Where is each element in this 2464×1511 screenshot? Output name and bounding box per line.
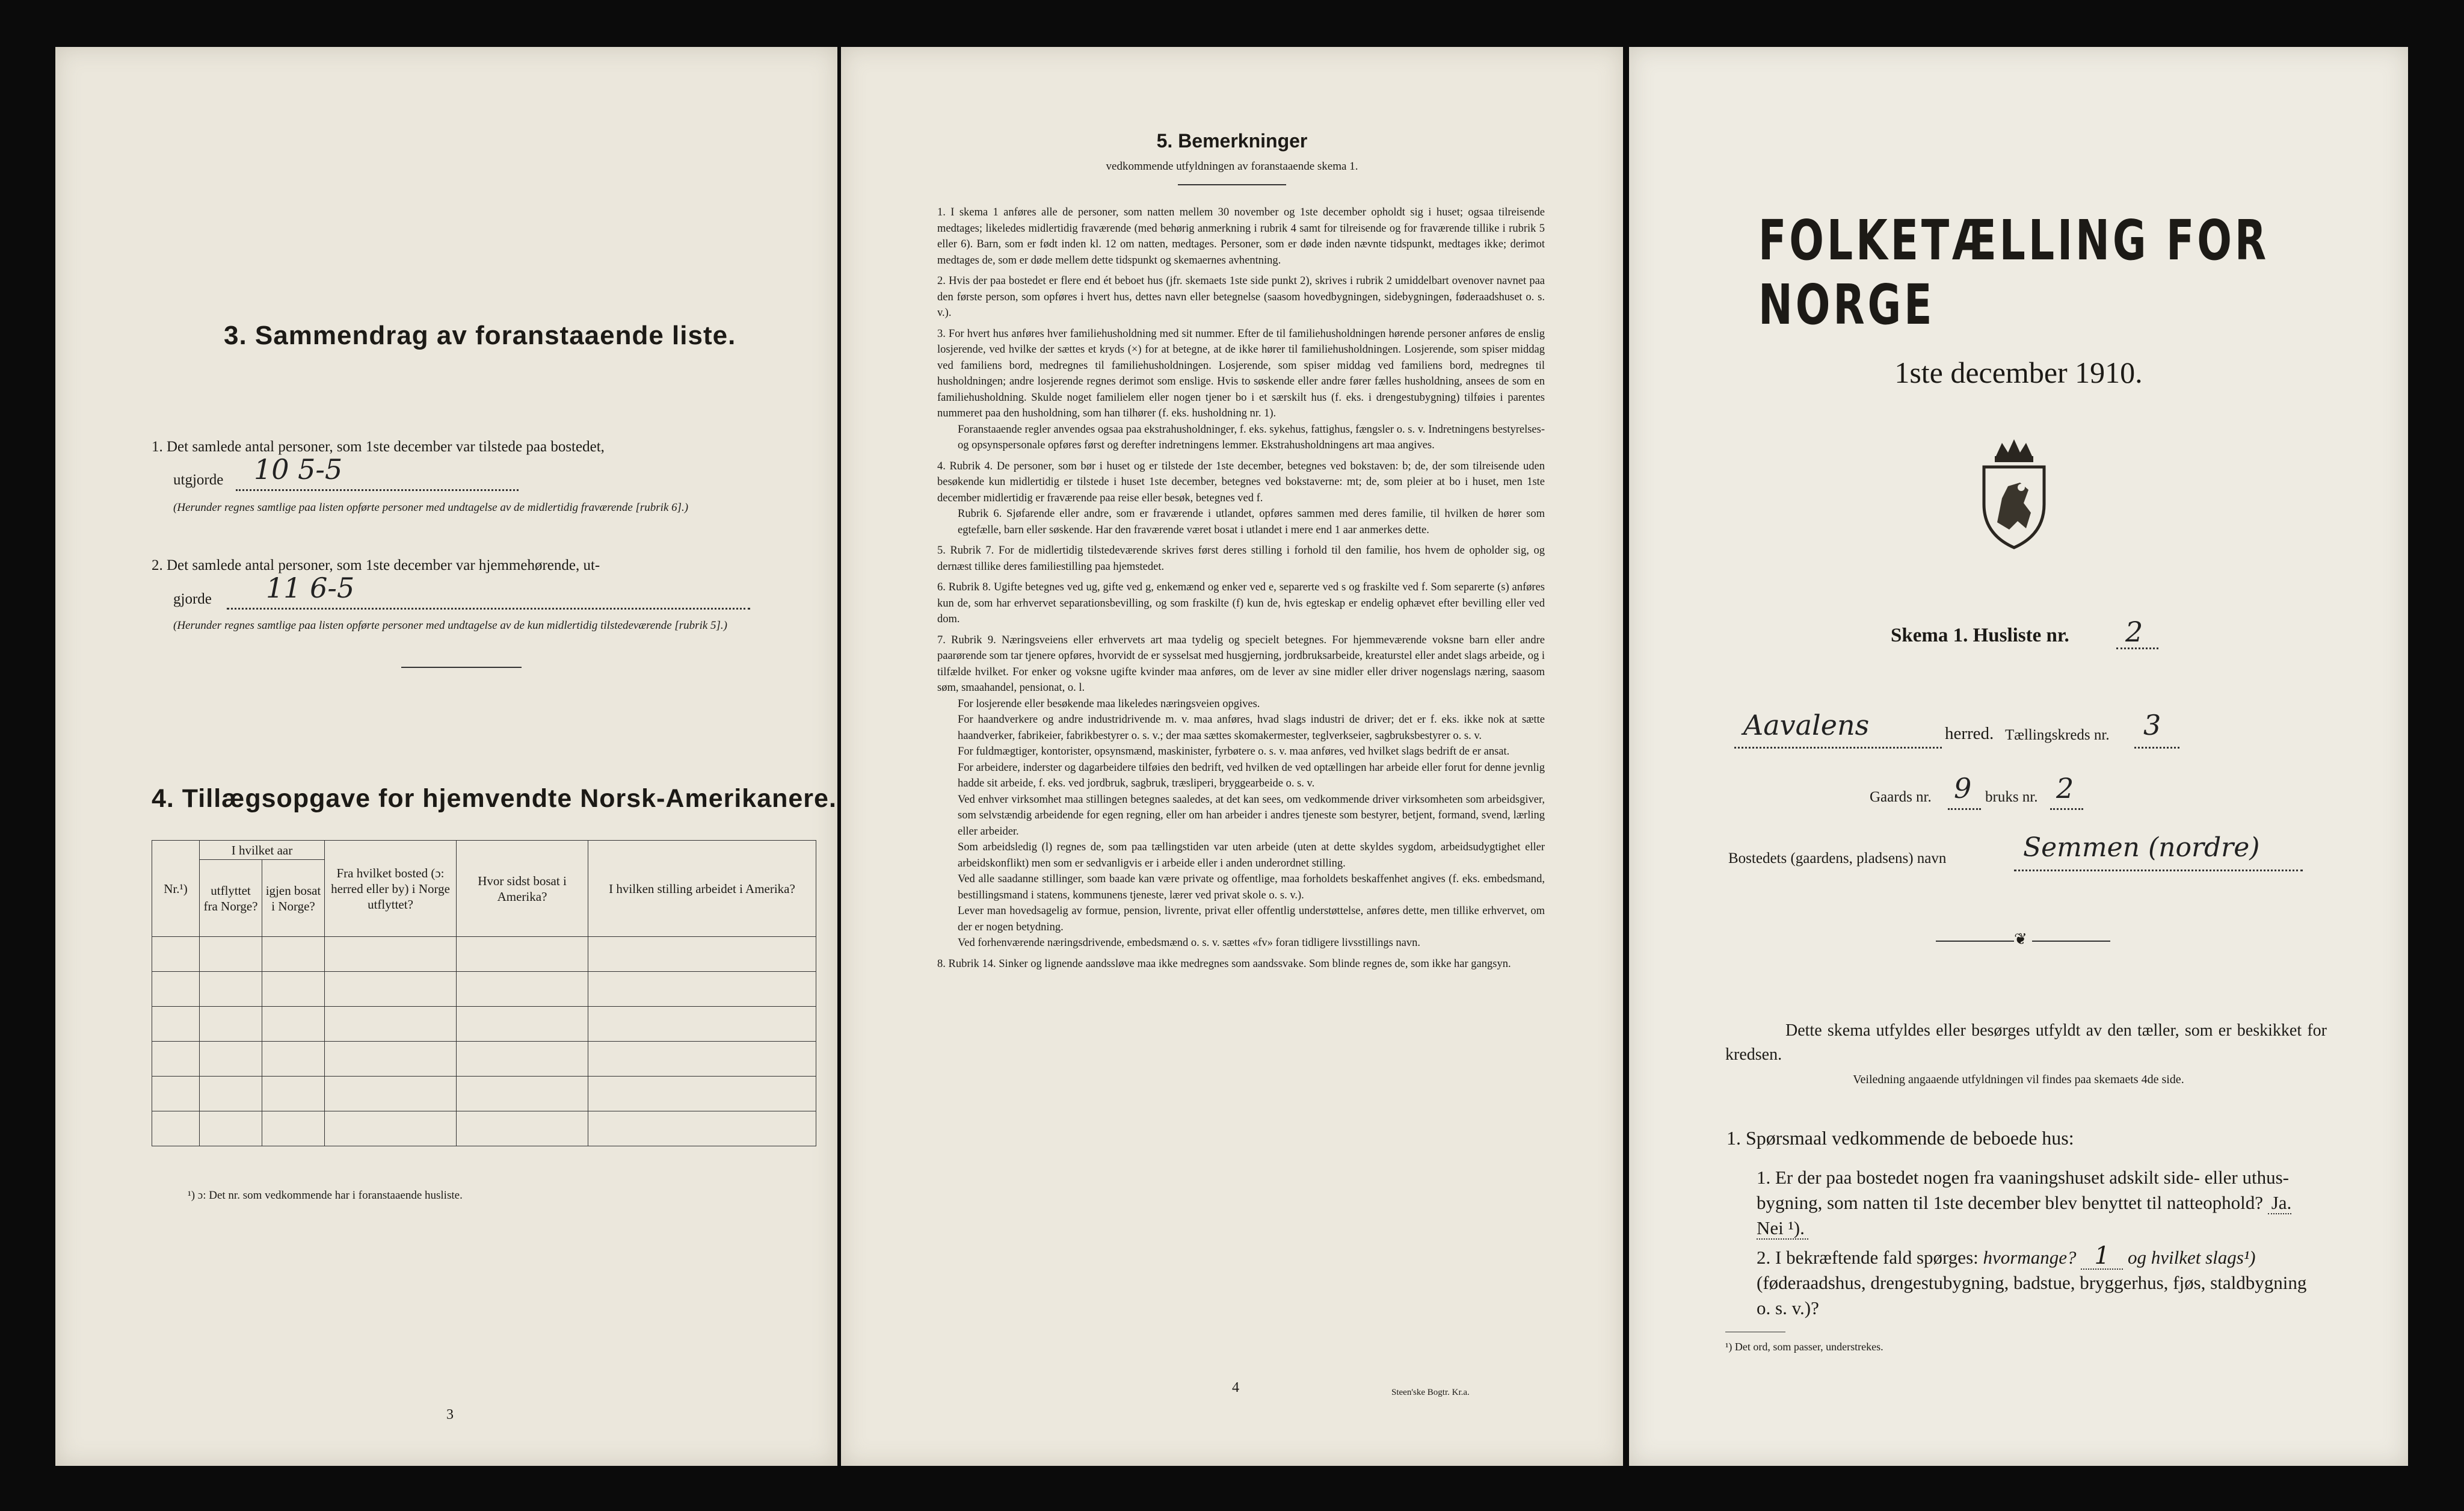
- question-2: [1757, 1243, 2322, 1321]
- remark-7i: Lever man hovedsagelig av formue, pension, livrente, privat eller offentlig understøttelse, anføres dette, men tillike erhvervet, om der er nogen betydning.: [958, 905, 1545, 933]
- question-2-options: (føderaadshus, drengestubygning, badstue, bryggerhus, fjøs, staldbygning o. s. v.)?: [1757, 1272, 2307, 1318]
- question-header: 1. Spørsmaal vedkommende de beboede hus:: [1726, 1127, 2074, 1149]
- table-row: [152, 972, 816, 1007]
- remark-5: 5. Rubrik 7. For de midlertidig tilstedeværende skrives først deres stilling i forhold til den familie, hos hvem de opholder sig, og dernæst tillike deres familiestilling paa hjemstedet.: [937, 545, 1545, 573]
- bruks-label: bruks nr.: [1985, 789, 2038, 805]
- col-sidst-bosat: Hvor sidst bosat i Amerika?: [457, 841, 588, 937]
- question-2-count: 1: [2081, 1243, 2123, 1270]
- remark-1: 1. I skema 1 anføres alle de personer, som natten mellem 30 november og 1ste december opholdt sig i huset; ogsaa tilreisende medtages; likeledes midlertidig fraværende (med behørig anmerkning i rubrik 4 samt for tilreisende og for fraværende tillike i rubrik 5 eller 6). Barn, som er født inden kl. 12 om natten, medtages. Personer, som er døde inden nævnte tidspunkt, medtages ikke; derimot medtages de, som er døde mellem dette tidspunkt og skemaernes avhentning.: [937, 206, 1545, 267]
- remarks-title: 5. Bemerkninger: [1156, 130, 1308, 152]
- item2-value: 11 6-5: [266, 572, 355, 604]
- gaards-line: [1948, 808, 1981, 810]
- ornament-left: [1936, 941, 2014, 942]
- bruks-line: [2050, 808, 2083, 810]
- remark-3b: Foranstaaende regler anvendes ogsaa paa ekstrahusholdninger, f. eks. sykehus, fattighus, fængsler o. s. v. Indretningens bestyrelses- og opsynspersonale opføres først og derefter indretningens lemmer. Ekstrahusholdningens art maa angives.: [958, 423, 1545, 451]
- col-fra-bosted: Fra hvilket bosted (ɔ: herred eller by) i Norge utflyttet?: [325, 841, 457, 937]
- gaards-value: 9: [1954, 772, 1972, 805]
- item1-line: [236, 489, 519, 491]
- remark-7c: For haandverkere og andre industridrivende m. v. maa anføres, hvad slags industri de driver; det er f. eks. ikke nok at sætte haandverker, fabrikeier, fabrikbestyrer o. s. v.; der maa sættes skomakermester, teglverkseier, sagbruksbestyrer o. s. v.: [958, 714, 1545, 742]
- bosted-label: Bostedets (gaardens, pladsens) navn: [1728, 850, 1947, 867]
- question-2-text: 2. I bekræftende fald spørges:: [1757, 1247, 1979, 1268]
- question-1-text: 1. Er der paa bostedet nogen fra vaaningshuset adskilt side- eller uthus-bygning, som natten til 1ste december blev benyttet til natteophold?: [1757, 1167, 2289, 1213]
- item2-prefix: gjorde: [173, 591, 212, 607]
- item2-line: [227, 608, 750, 610]
- skema-label: Skema 1. Husliste nr.: [1891, 625, 2069, 646]
- instruction-note: Veiledning angaaende utfyldningen vil findes paa skemaets 4de side.: [1853, 1073, 2184, 1086]
- col-igjen: igjen bosat i Norge?: [262, 860, 325, 937]
- remark-7h: Ved alle saadanne stillinger, som baade kan være private og offentlige, maa forholdets beskaffenhet angives (f. eks. embedsmand, bestillingsmand i statens, kommunens tjeneste, lærer ved privat skole o. s. v.).: [958, 873, 1545, 901]
- remark-7e: For arbeidere, inderster og dagarbeidere tilføies den bedrift, ved hvilken de ved optællingen har arbeide eller forut for denne jevnlig hadde sit arbeide, f. eks. ved jordbruk, sagbruk, træsliperi, bryggearbeide o. s. v.: [958, 761, 1545, 789]
- footnote: ¹) Det ord, som passer, understrekes.: [1725, 1341, 1883, 1353]
- remark-6: 6. Rubrik 8. Ugifte betegnes ved ug, gifte ved g, enkemænd og enker ved e, separerte ved s og fraskilte ved f. Som separerte (s) anføres kun de, som har erhvervet separationsbevilling, og som fraskilte (f) kun de, hvis egteskap er endelig ophævet efter bevilling eller ved dom.: [937, 581, 1545, 625]
- norsk-amerikanere-table: [152, 840, 816, 1146]
- page-number: 4: [1232, 1380, 1239, 1395]
- page-number: 3: [446, 1407, 454, 1423]
- table-row: [152, 1077, 816, 1111]
- left-page: [55, 47, 837, 1466]
- item1-note: (Herunder regnes samtlige paa listen opførte personer med undtagelse av de midlertidig fraværende [rubrik 6].): [173, 501, 689, 514]
- document-title: FOLKETÆLLING FOR NORGE: [1758, 208, 2270, 337]
- item2-text: 2. Det samlede antal personer, som 1ste december var hjemmehørende, ut-: [152, 557, 600, 573]
- remark-7b: For losjerende eller besøkende maa likeledes næringsveien opgives.: [958, 697, 1260, 710]
- question-1: [1757, 1165, 2322, 1241]
- divider: [401, 667, 522, 668]
- middle-page: [841, 47, 1623, 1466]
- item2-note: (Herunder regnes samtlige paa listen opførte personer med undtagelse av de kun midlertidig tilstedeværende [rubrik 5].): [173, 619, 727, 632]
- coat-of-arms-icon: [1966, 432, 2062, 552]
- col-utflyttet: utflyttet fra Norge?: [200, 860, 262, 937]
- section3-title: 3. Sammendrag av foranstaaende liste.: [224, 321, 736, 350]
- remarks-subtitle: vedkommende utfyldningen av foranstaaende skema 1.: [1106, 160, 1358, 173]
- section4-title: 4. Tillægsopgave for hjemvendte Norsk-Amerikanere.: [152, 784, 837, 813]
- bosted-value: Semmen (nordre): [2023, 832, 2260, 863]
- question-2-slags: og hvilket slags¹): [2127, 1247, 2256, 1268]
- table-row: [152, 937, 816, 972]
- bruks-value: 2: [2056, 772, 2074, 805]
- remark-7: 7. Rubrik 9. Næringsveiens eller erhvervets art maa tydelig og specielt betegnes. For hjemmeværende voksne barn eller andre paarørende som tar tjenere opføres, hvorvidt de er sysselsat med husgjerning, jordbruksarbeide, kreaturstel eller andet slags arbeide, og i tilfælde hvilket. For enker og voksne ugifte kvinder maa anføres, om de lever av sine midler eller driver nogenslags næring, saasom søm, smaahandel, pensionat, o. l.: [937, 634, 1545, 694]
- remarks-divider: [1178, 184, 1286, 185]
- remark-8: 8. Rubrik 14. Sinker og lignende aandssløve maa ikke medregnes som aandssvake. Som blinde regnes de, som ikke har gangsyn.: [937, 957, 1511, 970]
- ornament-icon: ❦: [2014, 930, 2027, 948]
- kreds-label: Tællingskreds nr.: [2005, 727, 2110, 743]
- husliste-value: 2: [2125, 616, 2143, 648]
- col-stilling: I hvilken stilling arbeidet i Amerika?: [588, 841, 816, 937]
- herred-value: Aavalens: [1743, 709, 1870, 741]
- question-1-answer: Ja. Nei ¹).: [1757, 1192, 2292, 1238]
- kreds-value: 3: [2143, 709, 2161, 741]
- bosted-line: [2014, 870, 2303, 871]
- remark-7g: Som arbeidsledig (l) regnes de, som paa tællingstiden var uten arbeide (uten at dette skyldes sygdom, arbeidsudygtighet eller arbeidskonflikt) men som er sedvanligvis er i arbeide eller i anden underordnet stilling.: [958, 841, 1545, 870]
- remark-4: 4. Rubrik 4. De personer, som bør i huset og er tilstede der 1ste december, betegnes ved bokstaven: b; de, der som tilreisende uden besøkende kun midlertidig er tilstede i huset 1ste december, betegnes ved bokstaverne: mt; de, som pleier at bo i huset, men 1ste december midlertidig er fraværende paa reise eller besøk, betegnes ved f.: [937, 460, 1545, 504]
- col-group-aar: I hvilket aar: [200, 841, 325, 860]
- kreds-line: [2134, 747, 2179, 749]
- remark-7f: Ved enhver virksomhet maa stillingen betegnes saaledes, at det kan sees, om vedkommende driver virksomheten som arbeidsgiver, som selvstændig arbeidende for egen regning, eller om han arbeider i andres tjeneste som bestyrer, betjent, formand, svend, lærling eller arbeider.: [958, 793, 1545, 838]
- remarks-list: [937, 205, 1545, 972]
- instruction: Dette skema utfyldes eller besørges utfyldt av den tæller, som er beskikket for kredsen.: [1725, 1021, 2327, 1064]
- item1-prefix: utgjorde: [173, 472, 224, 488]
- table-footnote: ¹) ɔ: Det nr. som vedkommende har i foranstaaende husliste.: [188, 1189, 463, 1202]
- remark-7d: For fuldmægtiger, kontorister, opsynsmænd, maskinister, fyrbøtere o. s. v. maa anføres, ved hvilket slags bedrift de er ansat.: [958, 746, 1510, 758]
- remark-2: 2. Hvis der paa bostedet er flere end ét beboet hus (jfr. skemaets 1ste side punkt 2), skrives i rubrik 2 umiddelbart ovenover navnet paa den første person, som opføres i hvert hus, dettes navn eller betegnelse (saasom hovedbygningen, sidebygningen, føderaadshuset o. s. v.).: [937, 275, 1545, 319]
- item1-value: 10 5-5: [254, 453, 343, 486]
- gaards-label: Gaards nr.: [1870, 789, 1932, 805]
- remark-3: 3. For hvert hus anføres hver familiehusholdning med sit nummer. Efter de til familiehusholdningen hørende personer anføres de enslig losjerende, ved hvilke der sættes et kryds (×) for at betegne, at de ikke hører til familiehusholdningen. Losjerende, som spiser middag ved familiens bord, medregnes til familiehusholdningen. Losjerende, som spiser middag ved familiens bord, medregnes til husholdningen; andre losjerende regnes derimot som enslige. Hvis to søskende eller andre fører fælles husholdning, ansees de som en familiehusholdning. Skulde noget familielem eller nogen tjener bo i et særskilt hus (f. eks. i drengestubygning) tilføies i parentes nummeret paa den husholdning, som han tilhører (f. eks. husholdning nr. 1).: [937, 327, 1545, 419]
- table-row: [152, 1111, 816, 1146]
- document-date: 1ste december 1910.: [1894, 356, 2143, 389]
- table-row: [152, 1007, 816, 1042]
- col-nr: Nr.¹): [152, 841, 200, 937]
- ornament-right: [2032, 941, 2110, 942]
- table-row: [152, 1042, 816, 1077]
- question-2-hvormange: hvormange?: [1983, 1247, 2077, 1268]
- item1-text: 1. Det samlede antal personer, som 1ste december var tilstede paa bostedet,: [152, 439, 605, 455]
- herred-line: [1734, 747, 1942, 749]
- right-page: [1629, 47, 2408, 1466]
- printer-mark: Steen'ske Bogtr. Kr.a.: [1391, 1388, 1470, 1397]
- herred-label: herred.: [1945, 724, 1994, 743]
- remark-7j: Ved forhenværende næringsdrivende, embedsmænd o. s. v. sættes «fv» foran tidligere livsstillings navn.: [958, 937, 1421, 949]
- remark-4b: Rubrik 6. Sjøfarende eller andre, som er fraværende i utlandet, opføres sammen med deres familie, til hvilken de hører som egtefælle, barn eller søskende. Har den fraværende været bosat i utlandet i mere end 1 aar anmerkes dette.: [958, 508, 1545, 536]
